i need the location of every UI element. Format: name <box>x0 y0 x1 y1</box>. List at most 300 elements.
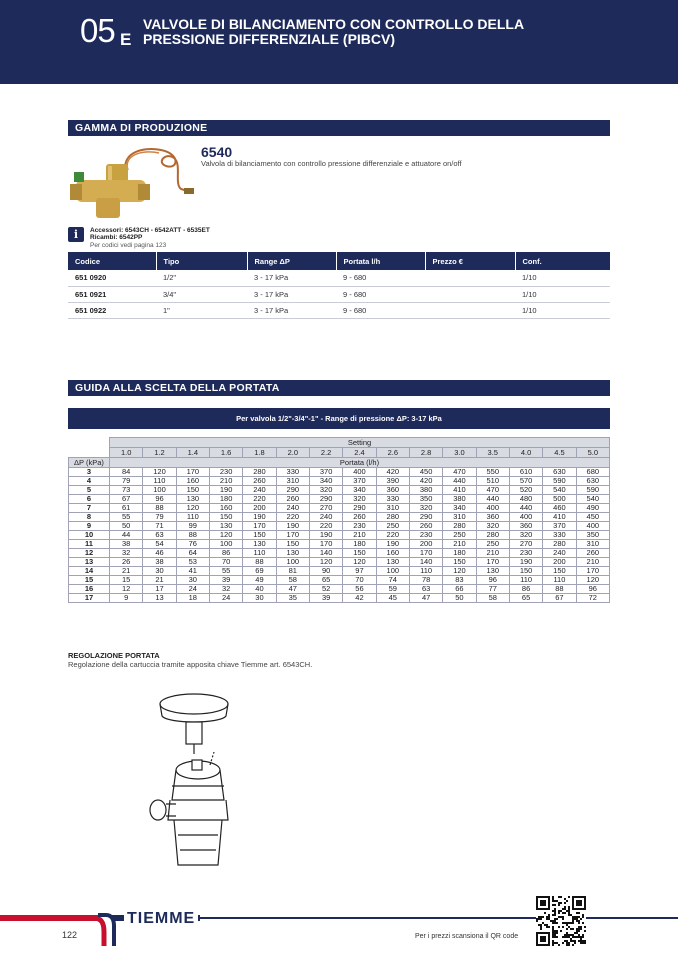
flow-value: 180 <box>343 540 376 549</box>
flow-value: 370 <box>543 522 576 531</box>
flow-value: 590 <box>576 486 609 495</box>
qr-code[interactable] <box>536 896 586 946</box>
flow-value: 38 <box>143 558 176 567</box>
setting-value: 1.2 <box>143 448 176 458</box>
flow-value: 400 <box>509 513 542 522</box>
flow-value: 50 <box>110 522 143 531</box>
flow-value: 240 <box>276 504 309 513</box>
flow-value: 120 <box>576 576 609 585</box>
flow-value: 120 <box>143 468 176 477</box>
flow-value: 630 <box>576 477 609 486</box>
flow-value: 360 <box>476 513 509 522</box>
col-header: Conf. <box>515 252 610 270</box>
dp-flow-label-row <box>69 458 610 468</box>
flow-value: 240 <box>309 513 342 522</box>
flow-value: 270 <box>309 504 342 513</box>
flow-value: 99 <box>176 522 209 531</box>
flow-value: 320 <box>409 504 442 513</box>
flow-value: 230 <box>509 549 542 558</box>
dp-value: 14 <box>69 567 110 576</box>
flow-value: 32 <box>110 549 143 558</box>
flow-value: 55 <box>110 513 143 522</box>
page-header <box>0 0 678 84</box>
flow-value: 63 <box>409 585 442 594</box>
flow-value: 73 <box>110 486 143 495</box>
flow-value: 160 <box>176 477 209 486</box>
flow-value: 200 <box>243 504 276 513</box>
flow-value: 83 <box>443 576 476 585</box>
dp-value: 9 <box>69 522 110 531</box>
flow-value: 410 <box>443 486 476 495</box>
section-title-flow-guide: GUIDA ALLA SCELTA DELLA PORTATA <box>68 380 610 396</box>
flow-value: 190 <box>309 531 342 540</box>
flow-value: 97 <box>343 567 376 576</box>
flow-value: 52 <box>309 585 342 594</box>
flow-value: 96 <box>576 585 609 594</box>
flow-value: 170 <box>576 567 609 576</box>
flow-value: 150 <box>209 513 242 522</box>
flow-value: 12 <box>110 585 143 594</box>
flow-value: 290 <box>409 513 442 522</box>
flow-value: 86 <box>509 585 542 594</box>
flow-value: 39 <box>209 576 242 585</box>
flow-value: 32 <box>209 585 242 594</box>
flow-value: 140 <box>409 558 442 567</box>
flow-value: 240 <box>543 549 576 558</box>
cell: 1/10 <box>515 302 610 318</box>
flow-value: 170 <box>243 522 276 531</box>
flow-value: 15 <box>110 576 143 585</box>
flow-value: 77 <box>476 585 509 594</box>
flow-value: 18 <box>176 594 209 603</box>
empty-cell <box>69 438 110 448</box>
flow-value: 96 <box>476 576 509 585</box>
cell <box>425 270 515 286</box>
table-row <box>68 286 610 302</box>
flow-value: 190 <box>209 486 242 495</box>
flow-value: 230 <box>409 531 442 540</box>
cell: 3 - 17 kPa <box>247 302 336 318</box>
flow-value: 39 <box>309 594 342 603</box>
col-header: Tipo <box>156 252 247 270</box>
flow-value: 310 <box>376 504 409 513</box>
flow-value: 110 <box>176 513 209 522</box>
flow-value: 54 <box>143 540 176 549</box>
flow-value: 100 <box>209 540 242 549</box>
see-codes-note: Per codici vedi pagina 123 <box>90 242 167 249</box>
flow-value: 66 <box>443 585 476 594</box>
dp-value: 5 <box>69 486 110 495</box>
cell: 1/10 <box>515 286 610 302</box>
flow-value: 330 <box>276 468 309 477</box>
flow-value: 110 <box>509 576 542 585</box>
spares-line: Ricambi: 6542PP <box>90 234 143 241</box>
flow-value: 260 <box>276 495 309 504</box>
table-row <box>69 594 610 603</box>
dp-value: 8 <box>69 513 110 522</box>
flow-value: 220 <box>309 522 342 531</box>
flow-value: 110 <box>243 549 276 558</box>
flow-value: 30 <box>143 567 176 576</box>
cell: 1" <box>156 302 247 318</box>
flow-value: 130 <box>476 567 509 576</box>
dp-value: 7 <box>69 504 110 513</box>
flow-value: 680 <box>576 468 609 477</box>
flow-value: 500 <box>543 495 576 504</box>
flow-value: 250 <box>443 531 476 540</box>
flow-value: 210 <box>476 549 509 558</box>
flow-value: 42 <box>343 594 376 603</box>
flow-value: 230 <box>209 468 242 477</box>
table-row <box>68 302 610 318</box>
cell: 651 0922 <box>68 302 156 318</box>
flow-value: 110 <box>143 477 176 486</box>
flow-value: 380 <box>443 495 476 504</box>
cell: 9 - 680 <box>336 270 425 286</box>
flow-value: 30 <box>176 576 209 585</box>
flow-value: 86 <box>209 549 242 558</box>
flow-value: 280 <box>243 468 276 477</box>
flow-value: 260 <box>576 549 609 558</box>
flow-value: 590 <box>543 477 576 486</box>
flow-value: 88 <box>243 558 276 567</box>
flow-value: 61 <box>110 504 143 513</box>
flow-value: 78 <box>409 576 442 585</box>
flow-value: 470 <box>443 468 476 477</box>
flow-value: 410 <box>543 513 576 522</box>
flow-value: 290 <box>276 486 309 495</box>
page-title: VALVOLE DI BILANCIAMENTO CON CONTROLLO DELLA PRESSIONE DIFFERENZIALE (PIBCV) <box>143 16 524 47</box>
flow-value: 170 <box>476 558 509 567</box>
setting-value: 2.6 <box>376 448 409 458</box>
flow-value: 55 <box>209 567 242 576</box>
flow-value: 360 <box>509 522 542 531</box>
cell: 9 - 680 <box>336 286 425 302</box>
flow-value: 390 <box>376 477 409 486</box>
page-number: 122 <box>62 930 78 940</box>
qr-code-note: Per i prezzi scansiona il QR code <box>415 933 519 940</box>
cell <box>425 302 515 318</box>
flow-value: 170 <box>276 531 309 540</box>
flow-value: 540 <box>576 495 609 504</box>
flow-value: 190 <box>243 513 276 522</box>
flow-value: 400 <box>576 522 609 531</box>
flow-value: 21 <box>143 576 176 585</box>
flow-value: 160 <box>376 549 409 558</box>
flow-value: 17 <box>143 585 176 594</box>
dp-value: 15 <box>69 576 110 585</box>
flow-value: 150 <box>276 540 309 549</box>
flow-value: 130 <box>176 495 209 504</box>
flow-value: 260 <box>409 522 442 531</box>
setting-value: 1.6 <box>209 448 242 458</box>
setting-value: 2.2 <box>309 448 342 458</box>
cell: 9 - 680 <box>336 302 425 318</box>
flow-value: 84 <box>110 468 143 477</box>
setting-value: 3.5 <box>476 448 509 458</box>
flow-value: 160 <box>209 504 242 513</box>
brand-logo-text: TIEMME <box>124 910 198 928</box>
flow-value: 110 <box>543 576 576 585</box>
col-header: Portata l/h <box>336 252 425 270</box>
flow-value: 520 <box>509 486 542 495</box>
flow-value: 250 <box>476 540 509 549</box>
dp-value: 17 <box>69 594 110 603</box>
flow-value: 480 <box>509 495 542 504</box>
flow-table-title: Per valvola 1/2"-3/4"-1" - Range di pressione ΔP: 3-17 kPa <box>68 408 610 429</box>
flow-value: 610 <box>509 468 542 477</box>
flow-value: 340 <box>343 486 376 495</box>
flow-value: 540 <box>543 486 576 495</box>
cell: 3 - 17 kPa <box>247 286 336 302</box>
flow-value: 440 <box>476 495 509 504</box>
dp-value: 10 <box>69 531 110 540</box>
flow-value: 38 <box>110 540 143 549</box>
flow-label: Portata (l/h) <box>110 458 610 468</box>
flow-value: 220 <box>376 531 409 540</box>
dp-value: 4 <box>69 477 110 486</box>
cell: 1/2" <box>156 270 247 286</box>
flow-value: 110 <box>409 567 442 576</box>
flow-value: 40 <box>243 585 276 594</box>
flow-value: 120 <box>443 567 476 576</box>
cell: 3/4" <box>156 286 247 302</box>
flow-value: 170 <box>309 540 342 549</box>
cell: 651 0921 <box>68 286 156 302</box>
flow-value: 71 <box>143 522 176 531</box>
accessories-line: Accessori: 6543CH - 6542ATT - 6535ET <box>90 227 210 234</box>
flow-value: 58 <box>476 594 509 603</box>
col-header: Codice <box>68 252 156 270</box>
flow-value: 220 <box>243 495 276 504</box>
setting-value: 1.4 <box>176 448 209 458</box>
flow-value: 310 <box>276 477 309 486</box>
flow-value: 510 <box>476 477 509 486</box>
flow-value: 88 <box>143 504 176 513</box>
flow-value: 350 <box>576 531 609 540</box>
flow-value: 180 <box>209 495 242 504</box>
codes-table-header <box>68 252 610 270</box>
col-header: Prezzo € <box>425 252 515 270</box>
flow-value: 210 <box>209 477 242 486</box>
setting-value: 2.0 <box>276 448 309 458</box>
col-header: Range ΔP <box>247 252 336 270</box>
dp-value: 6 <box>69 495 110 504</box>
flow-value: 130 <box>376 558 409 567</box>
cell: 651 0920 <box>68 270 156 286</box>
dp-label: ΔP (kPa) <box>69 458 110 468</box>
flow-value: 47 <box>276 585 309 594</box>
flow-value: 240 <box>243 486 276 495</box>
flow-value: 210 <box>443 540 476 549</box>
flow-value: 79 <box>110 477 143 486</box>
flow-value: 170 <box>176 468 209 477</box>
flow-value: 630 <box>543 468 576 477</box>
flow-value: 280 <box>376 513 409 522</box>
valve-product-image <box>66 144 196 224</box>
flow-value: 44 <box>110 531 143 540</box>
setting-value: 1.8 <box>243 448 276 458</box>
product-code: 6540 <box>201 144 233 160</box>
flow-value: 150 <box>509 567 542 576</box>
flow-value: 260 <box>343 513 376 522</box>
flow-value: 100 <box>376 567 409 576</box>
flow-value: 400 <box>343 468 376 477</box>
flow-value: 150 <box>343 549 376 558</box>
setting-label: Setting <box>110 438 610 448</box>
flow-value: 72 <box>576 594 609 603</box>
flow-value: 24 <box>176 585 209 594</box>
flow-value: 260 <box>243 477 276 486</box>
cell: 3 - 17 kPa <box>247 270 336 286</box>
flow-value: 150 <box>443 558 476 567</box>
cell <box>425 286 515 302</box>
flow-value: 9 <box>110 594 143 603</box>
flow-value: 63 <box>143 531 176 540</box>
dp-value: 12 <box>69 549 110 558</box>
flow-value: 46 <box>143 549 176 558</box>
flow-value: 74 <box>376 576 409 585</box>
chapter-number: 05 <box>80 12 115 49</box>
flow-value: 65 <box>309 576 342 585</box>
flow-value: 56 <box>343 585 376 594</box>
flow-value: 180 <box>443 549 476 558</box>
flow-value: 170 <box>409 549 442 558</box>
flow-value: 140 <box>309 549 342 558</box>
flow-value: 190 <box>376 540 409 549</box>
flow-value: 81 <box>276 567 309 576</box>
flow-value: 460 <box>543 504 576 513</box>
flow-value: 130 <box>276 549 309 558</box>
flow-value: 24 <box>209 594 242 603</box>
flow-value: 70 <box>343 576 376 585</box>
flow-value: 76 <box>176 540 209 549</box>
flow-value: 320 <box>343 495 376 504</box>
flow-value: 440 <box>509 504 542 513</box>
flow-value: 120 <box>343 558 376 567</box>
footer-line <box>200 917 678 919</box>
setting-value: 4.5 <box>543 448 576 458</box>
settings-row <box>69 448 610 458</box>
flow-value: 41 <box>176 567 209 576</box>
flow-value: 340 <box>309 477 342 486</box>
flow-value: 280 <box>443 522 476 531</box>
empty-cell <box>69 448 110 458</box>
flow-value: 280 <box>476 531 509 540</box>
cell: 1/10 <box>515 270 610 286</box>
flow-value: 330 <box>543 531 576 540</box>
flow-value: 100 <box>276 558 309 567</box>
flow-value: 13 <box>143 594 176 603</box>
flow-value: 270 <box>509 540 542 549</box>
table-row <box>68 270 610 286</box>
setting-value: 2.8 <box>409 448 442 458</box>
flow-value: 210 <box>576 558 609 567</box>
product-description: Valvola di bilanciamento con controllo pressione differenziale e attuatore on/off <box>201 159 462 168</box>
flow-value: 550 <box>476 468 509 477</box>
flow-value: 53 <box>176 558 209 567</box>
flow-value: 420 <box>376 468 409 477</box>
flow-value: 310 <box>576 540 609 549</box>
flow-value: 88 <box>176 531 209 540</box>
flow-value: 370 <box>343 477 376 486</box>
flow-value: 130 <box>209 522 242 531</box>
flow-value: 250 <box>376 522 409 531</box>
flow-value: 190 <box>509 558 542 567</box>
flow-value: 340 <box>443 504 476 513</box>
regulation-text: Regolazione della cartuccia tramite apposita chiave Tiemme art. 6543CH. <box>68 660 313 669</box>
flow-value: 26 <box>110 558 143 567</box>
flow-value: 150 <box>543 567 576 576</box>
flow-value: 45 <box>376 594 409 603</box>
flow-value: 220 <box>276 513 309 522</box>
flow-value: 320 <box>309 486 342 495</box>
flow-value: 370 <box>309 468 342 477</box>
flow-value: 150 <box>176 486 209 495</box>
dp-value: 13 <box>69 558 110 567</box>
flow-value: 280 <box>543 540 576 549</box>
regulation-key-drawing <box>148 690 248 870</box>
flow-value: 470 <box>476 486 509 495</box>
setting-value: 5.0 <box>576 448 609 458</box>
flow-value: 230 <box>343 522 376 531</box>
flow-value: 69 <box>243 567 276 576</box>
flow-value: 190 <box>276 522 309 531</box>
flow-value: 380 <box>409 486 442 495</box>
dp-value: 16 <box>69 585 110 594</box>
flow-value: 320 <box>509 531 542 540</box>
flow-value: 67 <box>543 594 576 603</box>
setting-value: 4.0 <box>509 448 542 458</box>
flow-selection-table <box>68 437 610 603</box>
flow-value: 59 <box>376 585 409 594</box>
codes-table <box>68 252 610 319</box>
flow-value: 310 <box>443 513 476 522</box>
flow-value: 120 <box>176 504 209 513</box>
flow-value: 58 <box>276 576 309 585</box>
flow-value: 360 <box>376 486 409 495</box>
flow-value: 70 <box>209 558 242 567</box>
flow-value: 200 <box>543 558 576 567</box>
flow-value: 120 <box>309 558 342 567</box>
flow-value: 570 <box>509 477 542 486</box>
flow-value: 330 <box>376 495 409 504</box>
dp-value: 11 <box>69 540 110 549</box>
setting-value: 1.0 <box>110 448 143 458</box>
dp-value: 3 <box>69 468 110 477</box>
flow-value: 79 <box>143 513 176 522</box>
flow-value: 350 <box>409 495 442 504</box>
flow-value: 30 <box>243 594 276 603</box>
section-title-production: GAMMA DI PRODUZIONE <box>68 120 610 136</box>
setting-value: 2.4 <box>343 448 376 458</box>
flow-value: 290 <box>309 495 342 504</box>
flow-value: 90 <box>309 567 342 576</box>
setting-value: 3.0 <box>443 448 476 458</box>
flow-value: 290 <box>343 504 376 513</box>
flow-value: 67 <box>110 495 143 504</box>
flow-value: 450 <box>409 468 442 477</box>
chapter-letter: E <box>120 30 132 49</box>
flow-value: 150 <box>243 531 276 540</box>
flow-value: 210 <box>343 531 376 540</box>
flow-value: 65 <box>509 594 542 603</box>
regulation-title: REGOLAZIONE PORTATA <box>68 651 160 660</box>
flow-value: 100 <box>143 486 176 495</box>
info-icon: i <box>68 227 84 242</box>
flow-value: 200 <box>409 540 442 549</box>
flow-value: 130 <box>243 540 276 549</box>
